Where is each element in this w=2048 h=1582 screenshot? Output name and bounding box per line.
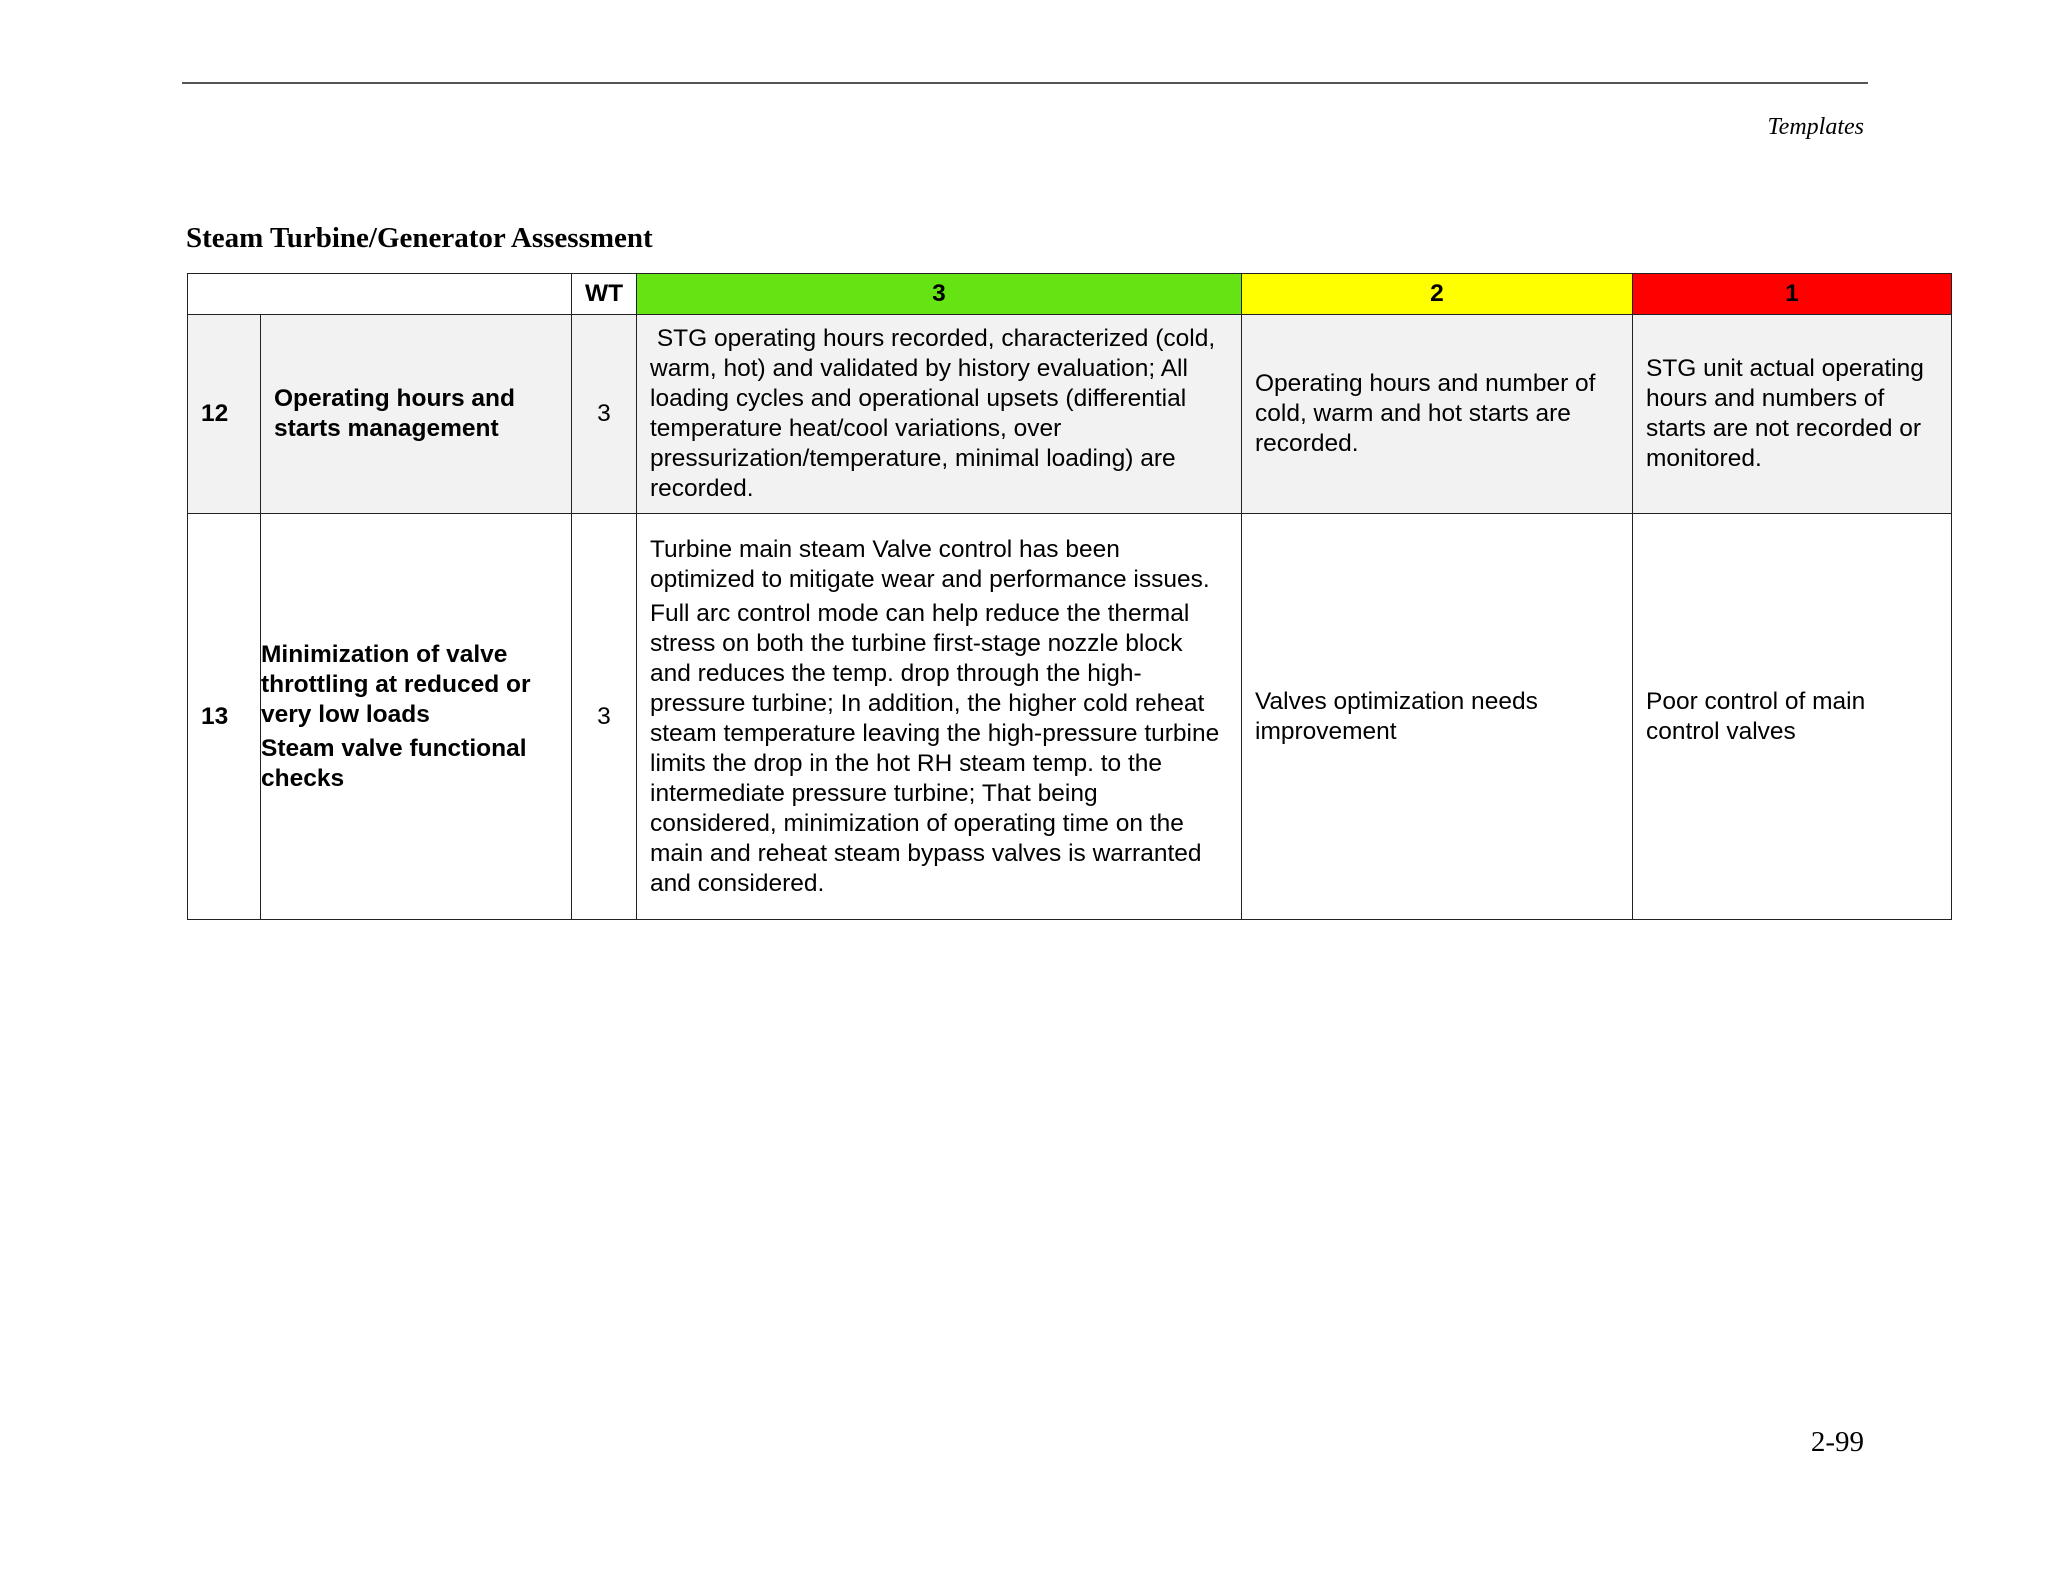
header-rule xyxy=(182,82,1868,84)
row-score-1: STG unit actual operating hours and numbers of starts are not recorded or monitored. xyxy=(1633,315,1952,514)
row-score-3 xyxy=(637,315,1242,514)
row-number: 13 xyxy=(188,514,261,920)
row-score-2: Operating hours and number of cold, warm and hot starts are recorded. xyxy=(1242,315,1633,514)
page-title: Steam Turbine/Generator Assessment xyxy=(186,222,653,254)
row-item xyxy=(261,315,572,514)
item-line: Steam valve functional checks xyxy=(261,734,527,792)
item-header-blank xyxy=(188,274,572,315)
score-1-header: 1 xyxy=(1633,274,1952,315)
row-score-2: Valves optimization needs improvement xyxy=(1242,514,1633,920)
row-weight: 3 xyxy=(572,514,637,920)
item-line: Minimization of valve throttling at reduced or very low loads xyxy=(261,640,531,728)
table-row xyxy=(188,315,1952,514)
page-number: 2-99 xyxy=(1810,1426,1864,1458)
row-item xyxy=(261,514,572,920)
score-3-paragraph: Turbine main steam Valve control has been optimized to mitigate wear and performance issues. xyxy=(650,535,1210,593)
score-2-header: 2 xyxy=(1242,274,1633,315)
running-header: Templates xyxy=(1767,114,1864,140)
row-score-1: Poor control of main control valves xyxy=(1633,514,1952,920)
row-number: 12 xyxy=(188,315,261,514)
score-3-header: 3 xyxy=(637,274,1242,315)
header-row xyxy=(188,274,1952,315)
score-3-paragraph: Full arc control mode can help reduce the thermal stress on both the turbine first-stage nozzle block and reduces the temp. drop through the high-pressure turbine; In addition, the higher cold reheat steam temperature leaving the high-pressure turbine limits the drop in the hot RH steam temp. to the intermediate pressure turbine; That being considered, minimization of operating time on the main and reheat steam bypass valves is warranted and considered. xyxy=(650,599,1220,897)
item-line: Operating hours and starts management xyxy=(274,385,515,442)
wt-header: WT xyxy=(572,274,637,315)
score-3-paragraph: STG operating hours recorded, characterized (cold, warm, hot) and validated by history evaluation; All loading cycles and operational upsets (differential temperature heat/cool variations, over pressurization/temperature, minimal loading) are recorded. xyxy=(650,325,1222,502)
row-score-3 xyxy=(637,514,1242,920)
row-weight: 3 xyxy=(572,315,637,514)
assessment-table xyxy=(187,273,1952,920)
table-row xyxy=(188,514,1952,920)
